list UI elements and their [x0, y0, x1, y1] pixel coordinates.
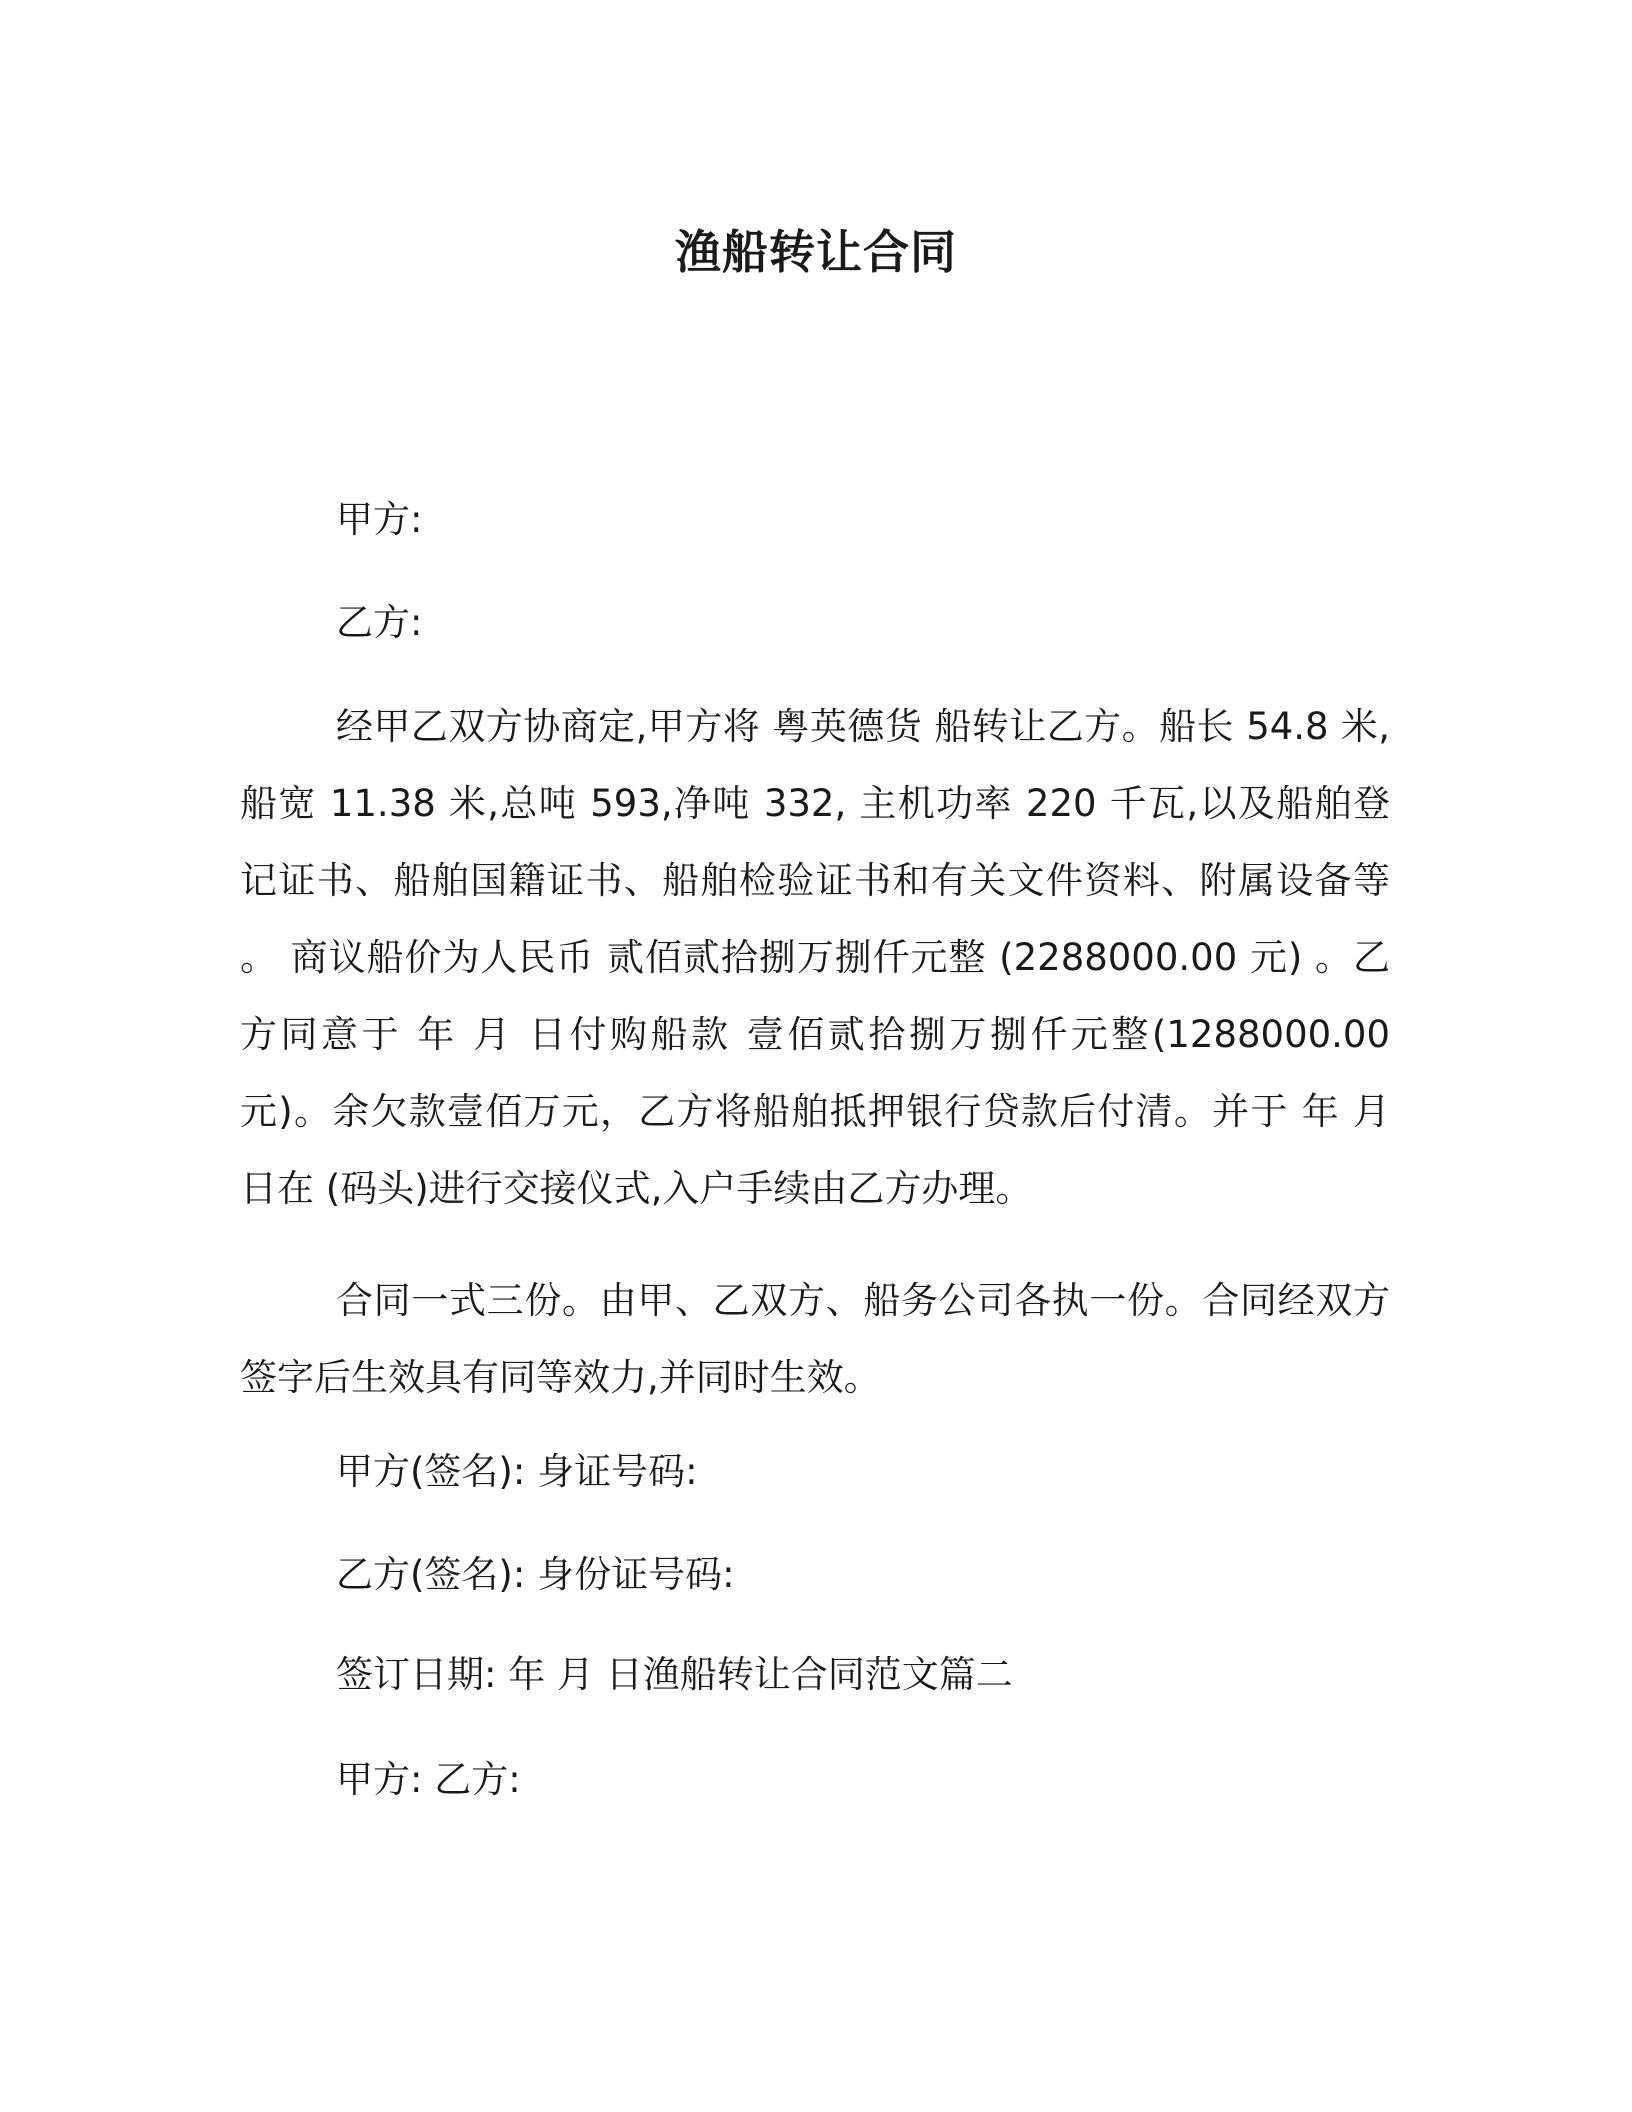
party-a-signature: 甲方(签名): 身证号码:: [336, 1450, 698, 1493]
document-title: 渔船转让合同: [675, 225, 957, 279]
party-b-signature: 乙方(签名): 身份证号码:: [336, 1553, 735, 1596]
party-b-label: 乙方:: [336, 601, 423, 644]
copies-clause: 合同一式三份。由甲、乙双方、船务公司各执一份。合同经双方签字后生效具有同等效力,并同时生效。: [240, 1279, 1390, 1399]
parties-footer: 甲方: 乙方:: [336, 1758, 521, 1801]
party-a-label: 甲方:: [336, 498, 423, 541]
transfer-clause: 经甲乙双方协商定,甲方将 粤英德货 船转让乙方。船长 54.8 米,船宽 11.38 米,总吨 593,净吨 332, 主机功率 220 千瓦,以及船舶登记证书、船舶国籍证书、船舶检验证书和有关文件资料、附属设备等 。 商议船价为人民币 贰佰贰拾捌万捌仟元整 (2288000.00 元) 。乙方同意于 年 月 日付购船款 壹佰贰拾捌万捌仟元整(1288000.00 元)。余欠款壹佰万元，乙方将船舶抵押银行贷款后付清。并于 年 月 日在 (码头)进行交接仪式,入户手续由乙方办理。: [240, 705, 1390, 1210]
signing-date: 签订日期: 年 月 日渔船转让合同范文篇二: [336, 1653, 1013, 1696]
